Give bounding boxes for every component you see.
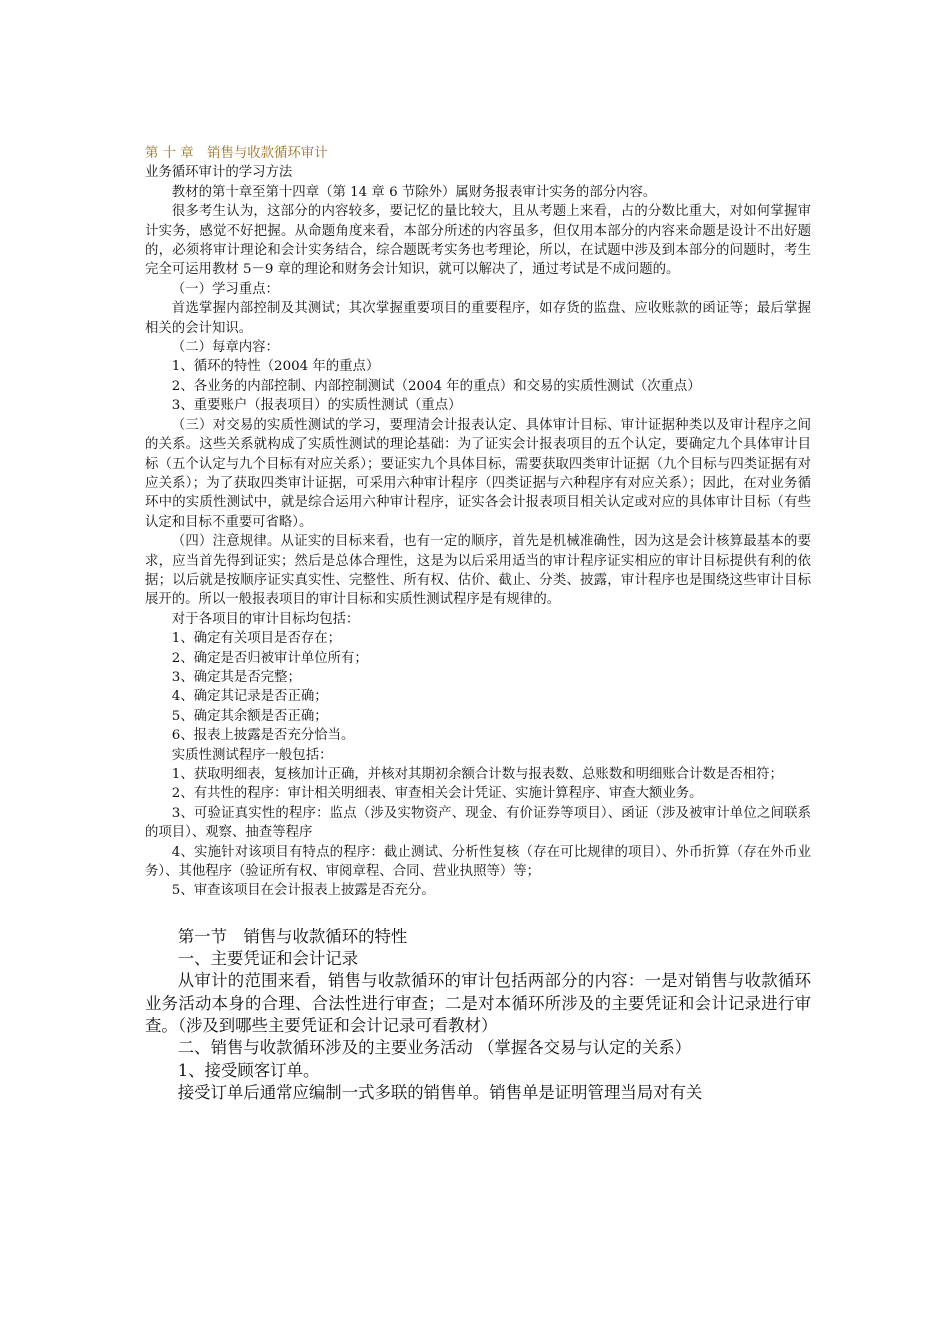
paragraph: 从审计的范围来看，销售与收款循环的审计包括两部分的内容：一是对销售与收款循环业务活动本身的合理、合法性进行审查；二是对本循环所涉及的主要凭证和会计记录进行审查。（涉及到哪些主要凭证和会计记录可看教材） <box>145 971 811 1036</box>
paragraph: 接受订单后通常应编制一式多联的销售单。销售单是证明管理当局对有关 <box>177 1082 703 1102</box>
list-item: 3、确定其是否完整； <box>171 669 301 685</box>
paragraph: 首选掌握内部控制及其测试；其次掌握重要项目的重要程序，如存货的监盘、应收账款的函证等；最后掌握相关的会计知识。 <box>145 301 811 336</box>
list-item: 3、可验证真实性的程序：监点（涉及实物资产、现金、有价证券等项目）、函证（涉及被审计单位之间联系的项目）、观察、抽查等程序 <box>145 805 811 841</box>
section-subtitle: 业务循环审计的学习方法 <box>145 165 293 181</box>
list-item: 6、报表上披露是否充分恰当。 <box>171 728 355 744</box>
heading-study-focus: （一）学习重点： <box>171 281 279 297</box>
paragraph: 很多考生认为，这部分的内容较多，要记忆的量比较大，且从考题上来看，占的分数比重大，对如何掌握审计实务，感觉不好把握。从命题角度来看，本部分所述的内容虽多，但仅用本部分的内容来命题是设计不出好题的，必须将审计理论和会计实务结合，综合题既考实务也考理论，所以，在试题中涉及到本部分的问题时，考生完全可运用教材 5－9 章的理论和财务会计知识，就可以解决了，通过考试是不成问题的。 <box>145 204 811 278</box>
list-item: 2、各业务的内部控制、内部控制测试（2004 年的重点）和交易的实质性测试（次重点） <box>171 378 701 394</box>
list-item: 2、确定是否归被审计单位所有； <box>171 650 368 666</box>
chapter-title: 第 十 章 销售与收款循环审计 <box>145 146 328 161</box>
list-item: 1、获取明细表，复核加计正确，并核对其期初余额合计数与报表数、总账数和明细账合计数是否相符； <box>171 767 783 782</box>
subheading: 二、销售与收款循环涉及的主要业务活动 （掌握各交易与认定的关系） <box>177 1038 692 1058</box>
list-item: 4、实施针对该项目有特点的程序：截止测试、分析性复核（存在可比规律的项目）、外币折算（存在外币业务）、其他程序（验证所有权、审阅章程、合同、营业执照等）等； <box>145 844 811 880</box>
section-one <box>145 926 811 1104</box>
heading-test-procedures: 实质性测试程序一般包括： <box>171 747 333 763</box>
subheading: 一、主要凭证和会计记录 <box>177 949 359 969</box>
list-item: 1、确定有关项目是否存在； <box>171 631 342 647</box>
document-page <box>145 144 811 1104</box>
heading-chapter-content: （二）每章内容： <box>171 340 279 356</box>
list-item: 2、有共性的程序：审计相关明细表、审查相关会计凭证、实施计算程序、审查大额业务。 <box>171 786 703 802</box>
list-item: 3、重要账户（报表项目）的实质性测试（重点） <box>171 398 462 414</box>
section-title: 第一节 销售与收款循环的特性 <box>177 926 408 946</box>
list-item: 5、审查该项目在会计报表上披露是否充分。 <box>171 883 435 899</box>
heading-audit-goals: 对于各项目的审计目标均包括： <box>171 611 360 627</box>
study-method-section <box>145 144 811 901</box>
paragraph: （三）对交易的实质性测试的学习，要理清会计报表认定、具体审计目标、审计证据种类以及审计程序之间的关系。这些关系就构成了实质性测试的理论基础：为了证实会计报表项目的五个认定，要确定九个具体审计目标（五个认定与九个目标有对应关系）；要证实九个具体目标，需要获取四类审计证据（九个目标与四类证据有对应关系）；为了获取四类审计证据，可采用六种审计程序（四类证据与六种程序有对应关系）；因此，在对业务循环中的实质性测试中，就是综合运用六种审计程序，证实各会计报表项目相关认定或对应的具体审计目标（有些认定和目标不重要可省略）。 <box>145 417 811 530</box>
list-item: 1、循环的特性（2004 年的重点） <box>171 359 380 375</box>
list-item: 5、确定其余额是否正确； <box>171 708 328 724</box>
paragraph: 教材的第十章至第十四章（第 14 章 6 节除外）属财务报表审计实务的部分内容。 <box>171 184 657 200</box>
list-item: 4、确定其记录是否正确； <box>171 689 328 705</box>
subheading: 1、接受顾客订单。 <box>177 1060 320 1080</box>
paragraph: （四）注意规律。从证实的目标来看，也有一定的顺序，首先是机械准确性，因为这是会计核算最基本的要求，应当首先得到证实；然后是总体合理性，这是为以后采用适当的审计程序证实相应的审计目标提供有利的依据；以后就是按顺序证实真实性、完整性、所有权、估价、截止、分类、披露，审计程序也是围绕这些审计目标展开的。所以一般报表项目的审计目标和实质性测试程序是有规律的。 <box>145 534 811 608</box>
